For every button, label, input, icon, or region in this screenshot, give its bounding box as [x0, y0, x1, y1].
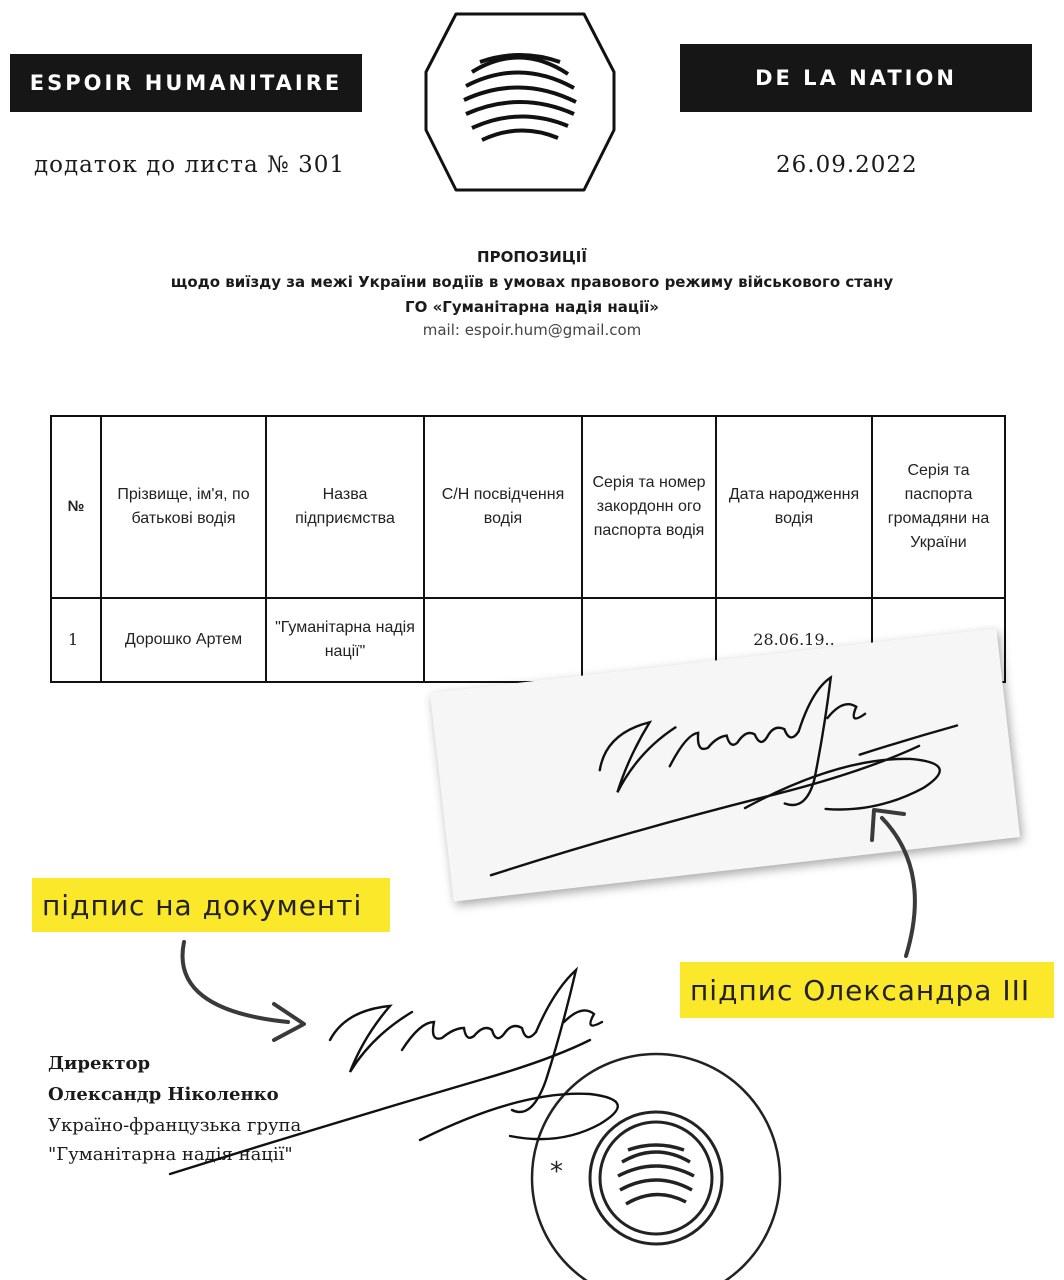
org-name-left-banner [10, 54, 362, 112]
col-header: С/Н посвідчення водія [424, 416, 582, 598]
title-org: ГО «Гуманітарна надія нації» [405, 298, 659, 316]
org-name-left-text: ESPOIR HUMANITAIRE [29, 71, 343, 95]
alexander-signature-label [680, 962, 1054, 1018]
table-cell: 1 [51, 598, 101, 682]
director-signature [150, 960, 710, 1200]
col-header: Серія та паспорта громадяни на України [872, 416, 1005, 598]
col-header: Назва підприємства [266, 416, 424, 598]
signatory-name: Олександр Ніколенко [48, 1084, 279, 1105]
table-cell [424, 598, 582, 682]
arrow-to-alexander-signature [862, 800, 942, 960]
alexander-signature-label-text: підпис Олександра III [690, 973, 1031, 1007]
table-cell: 28.06.19.. [716, 598, 872, 682]
table-header-row [51, 416, 1005, 598]
title-subtitle: щодо виїзду за межі України водіїв в умовах правового режиму військового стану [170, 273, 894, 291]
col-header: Дата народження водія [716, 416, 872, 598]
title-email: mail: espoir.hum@gmail.com [422, 321, 642, 339]
col-header: Прізвище, ім'я, по батькові водія [101, 416, 266, 598]
signatory-group: Україно-французька група [48, 1115, 302, 1136]
svg-text:*: * [550, 1157, 563, 1187]
table-cell: Дорошко Артем [101, 598, 266, 682]
col-header: № [51, 416, 101, 598]
signatory-org: "Гуманітарна надія нації" [48, 1144, 293, 1165]
org-name-right-banner [680, 44, 1032, 112]
table-cell: "Гуманітарна надія нації" [266, 598, 424, 682]
col-header: Серія та номер закордонн ого паспорта водія [582, 416, 716, 598]
document-date: 26.09.2022 [776, 152, 918, 178]
globe-logo [420, 2, 620, 200]
doc-signature-label-text: підпис на документі [42, 888, 363, 922]
document-title [0, 248, 1064, 339]
doc-signature-label [32, 878, 390, 932]
appendix-label: додаток до листа № 301 [34, 152, 346, 178]
title-heading: ПРОПОЗИЦІЇ [477, 248, 587, 266]
signatory-role: Директор [48, 1053, 151, 1074]
org-name-right-text: DE LA NATION [755, 66, 957, 90]
